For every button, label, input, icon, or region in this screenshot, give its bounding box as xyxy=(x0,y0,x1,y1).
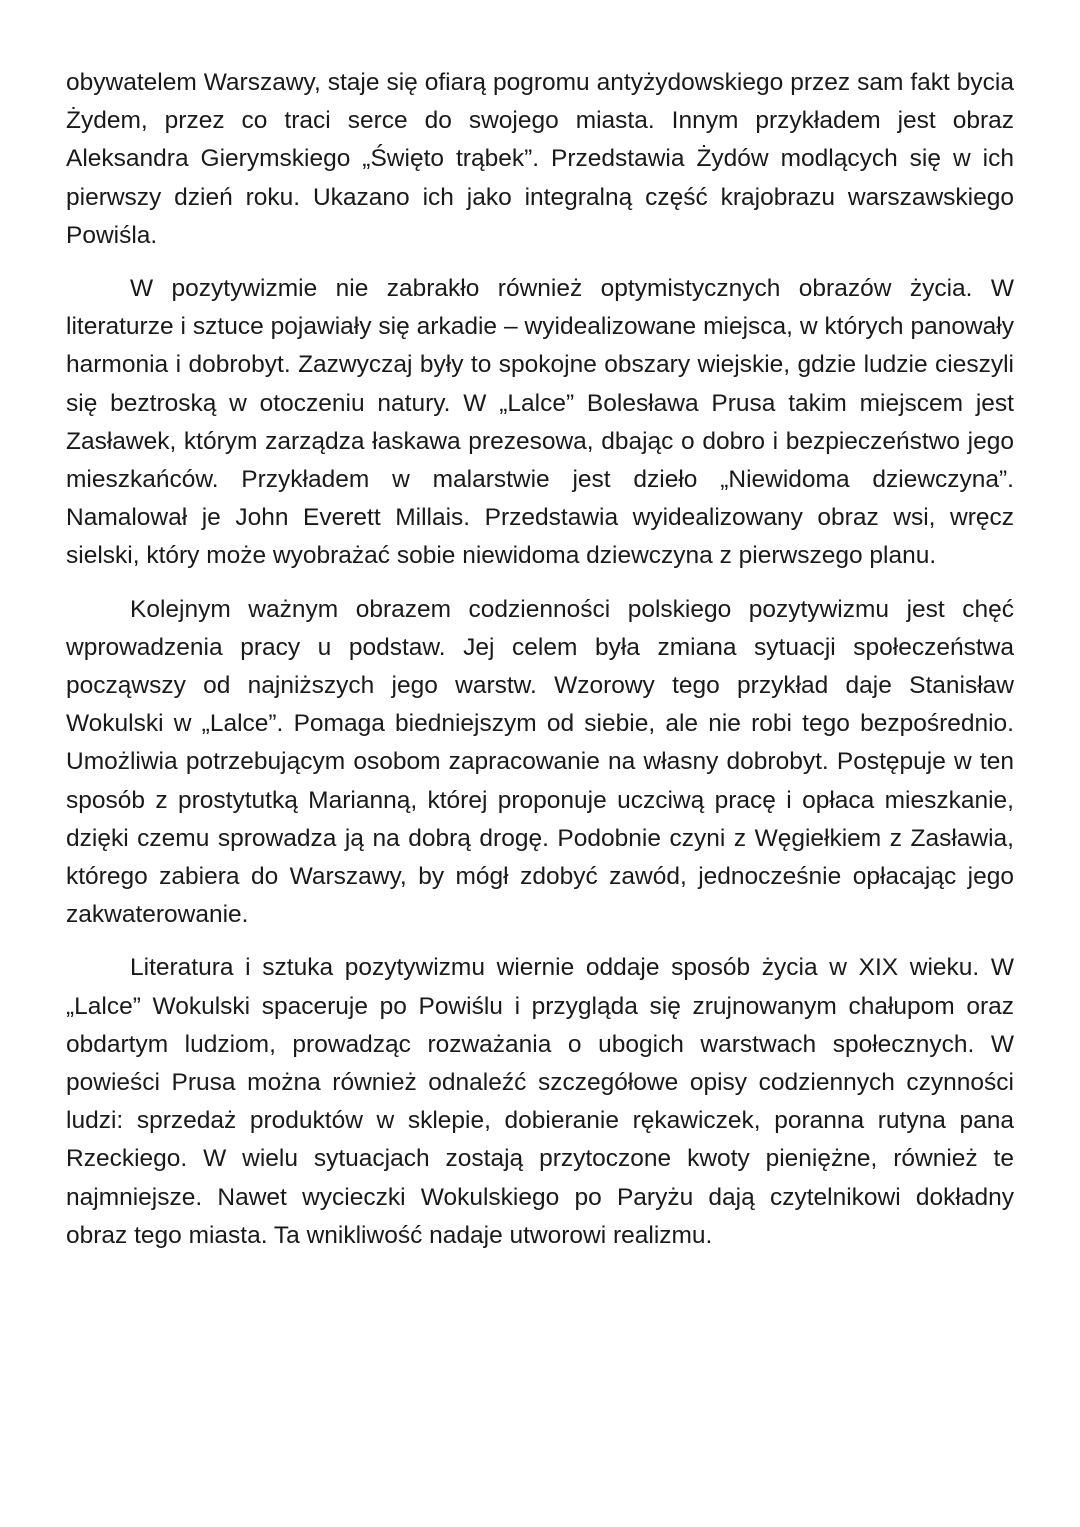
document-page xyxy=(66,64,1014,1270)
paragraph-realism: Literatura i sztuka pozytywizmu wiernie oddaje sposób życia w XIX wieku. W „Lalce” Wokulski spaceruje po Powiślu i przygląda się zrujnowanym chałupom oraz obdartym ludziom, prowadząc rozważania o ubogich warstwach społecznych. W powieści Prusa można również odnaleźć szczegółowe opisy codziennych czynności ludzi: sprzedaż produktów w sklepie, dobieranie rękawiczek, poranna rutyna pana Rzeckiego. W wielu sytuacjach zostają przytoczone kwoty pieniężne, również te najmniejsze. Nawet wycieczki Wokulskiego po Paryżu dają czytelnikowi dokładny obraz tego miasta. Ta wnikliwość nadaje utworowi realizmu. xyxy=(66,954,1014,1249)
paragraph-continuation: obywatelem Warszawy, staje się ofiarą pogromu antyżydowskiego przez sam fakt bycia Żydem, przez co traci serce do swojego miasta. Innym przykładem jest obraz Aleksandra Gierymskiego „Święto trąbek”. Przedstawia Żydów modlących się w ich pierwszy dzień roku. Ukazano ich jako integralną część krajobrazu warszawskiego Powiśla. xyxy=(66,69,1014,249)
paragraph-arcadia: W pozytywizmie nie zabrakło również optymistycznych obrazów życia. W literaturze i sztuce pojawiały się arkadie – wyidealizowane miejsca, w których panowały harmonia i dobrobyt. Zazwyczaj były to spokojne obszary wiejskie, gdzie ludzie cieszyli się beztroską w otoczeniu natury. W „Lalce” Bolesława Prusa takim miejscem jest Zasławek, którym zarządza łaskawa prezesowa, dbając o dobro i bezpieczeństwo jego mieszkańców. Przykładem w malarstwie jest dzieło „Niewidoma dziewczyna”. Namalował je John Everett Millais. Przedstawia wyidealizowany obraz wsi, wręcz sielski, który może wyobrażać sobie niewidoma dziewczyna z pierwszego planu. xyxy=(66,275,1014,570)
paragraph-organic-work: Kolejnym ważnym obrazem codzienności polskiego pozytywizmu jest chęć wprowadzenia pracy u podstaw. Jej celem była zmiana sytuacji społeczeństwa począwszy od najniższych jego warstw. Wzorowy tego przykład daje Stanisław Wokulski w „Lalce”. Pomaga biedniejszym od siebie, ale nie robi tego bezpośrednio. Umożliwia potrzebującym osobom zapracowanie na własny dobrobyt. Postępuje w ten sposób z prostytutką Marianną, której proponuje uczciwą pracę i opłaca mieszkanie, dzięki czemu sprowadza ją na dobrą drogę. Podobnie czyni z Węgiełkiem z Zasławia, którego zabiera do Warszawy, by mógł zdobyć zawód, jednocześnie opłacając jego zakwaterowanie. xyxy=(66,595,1014,929)
